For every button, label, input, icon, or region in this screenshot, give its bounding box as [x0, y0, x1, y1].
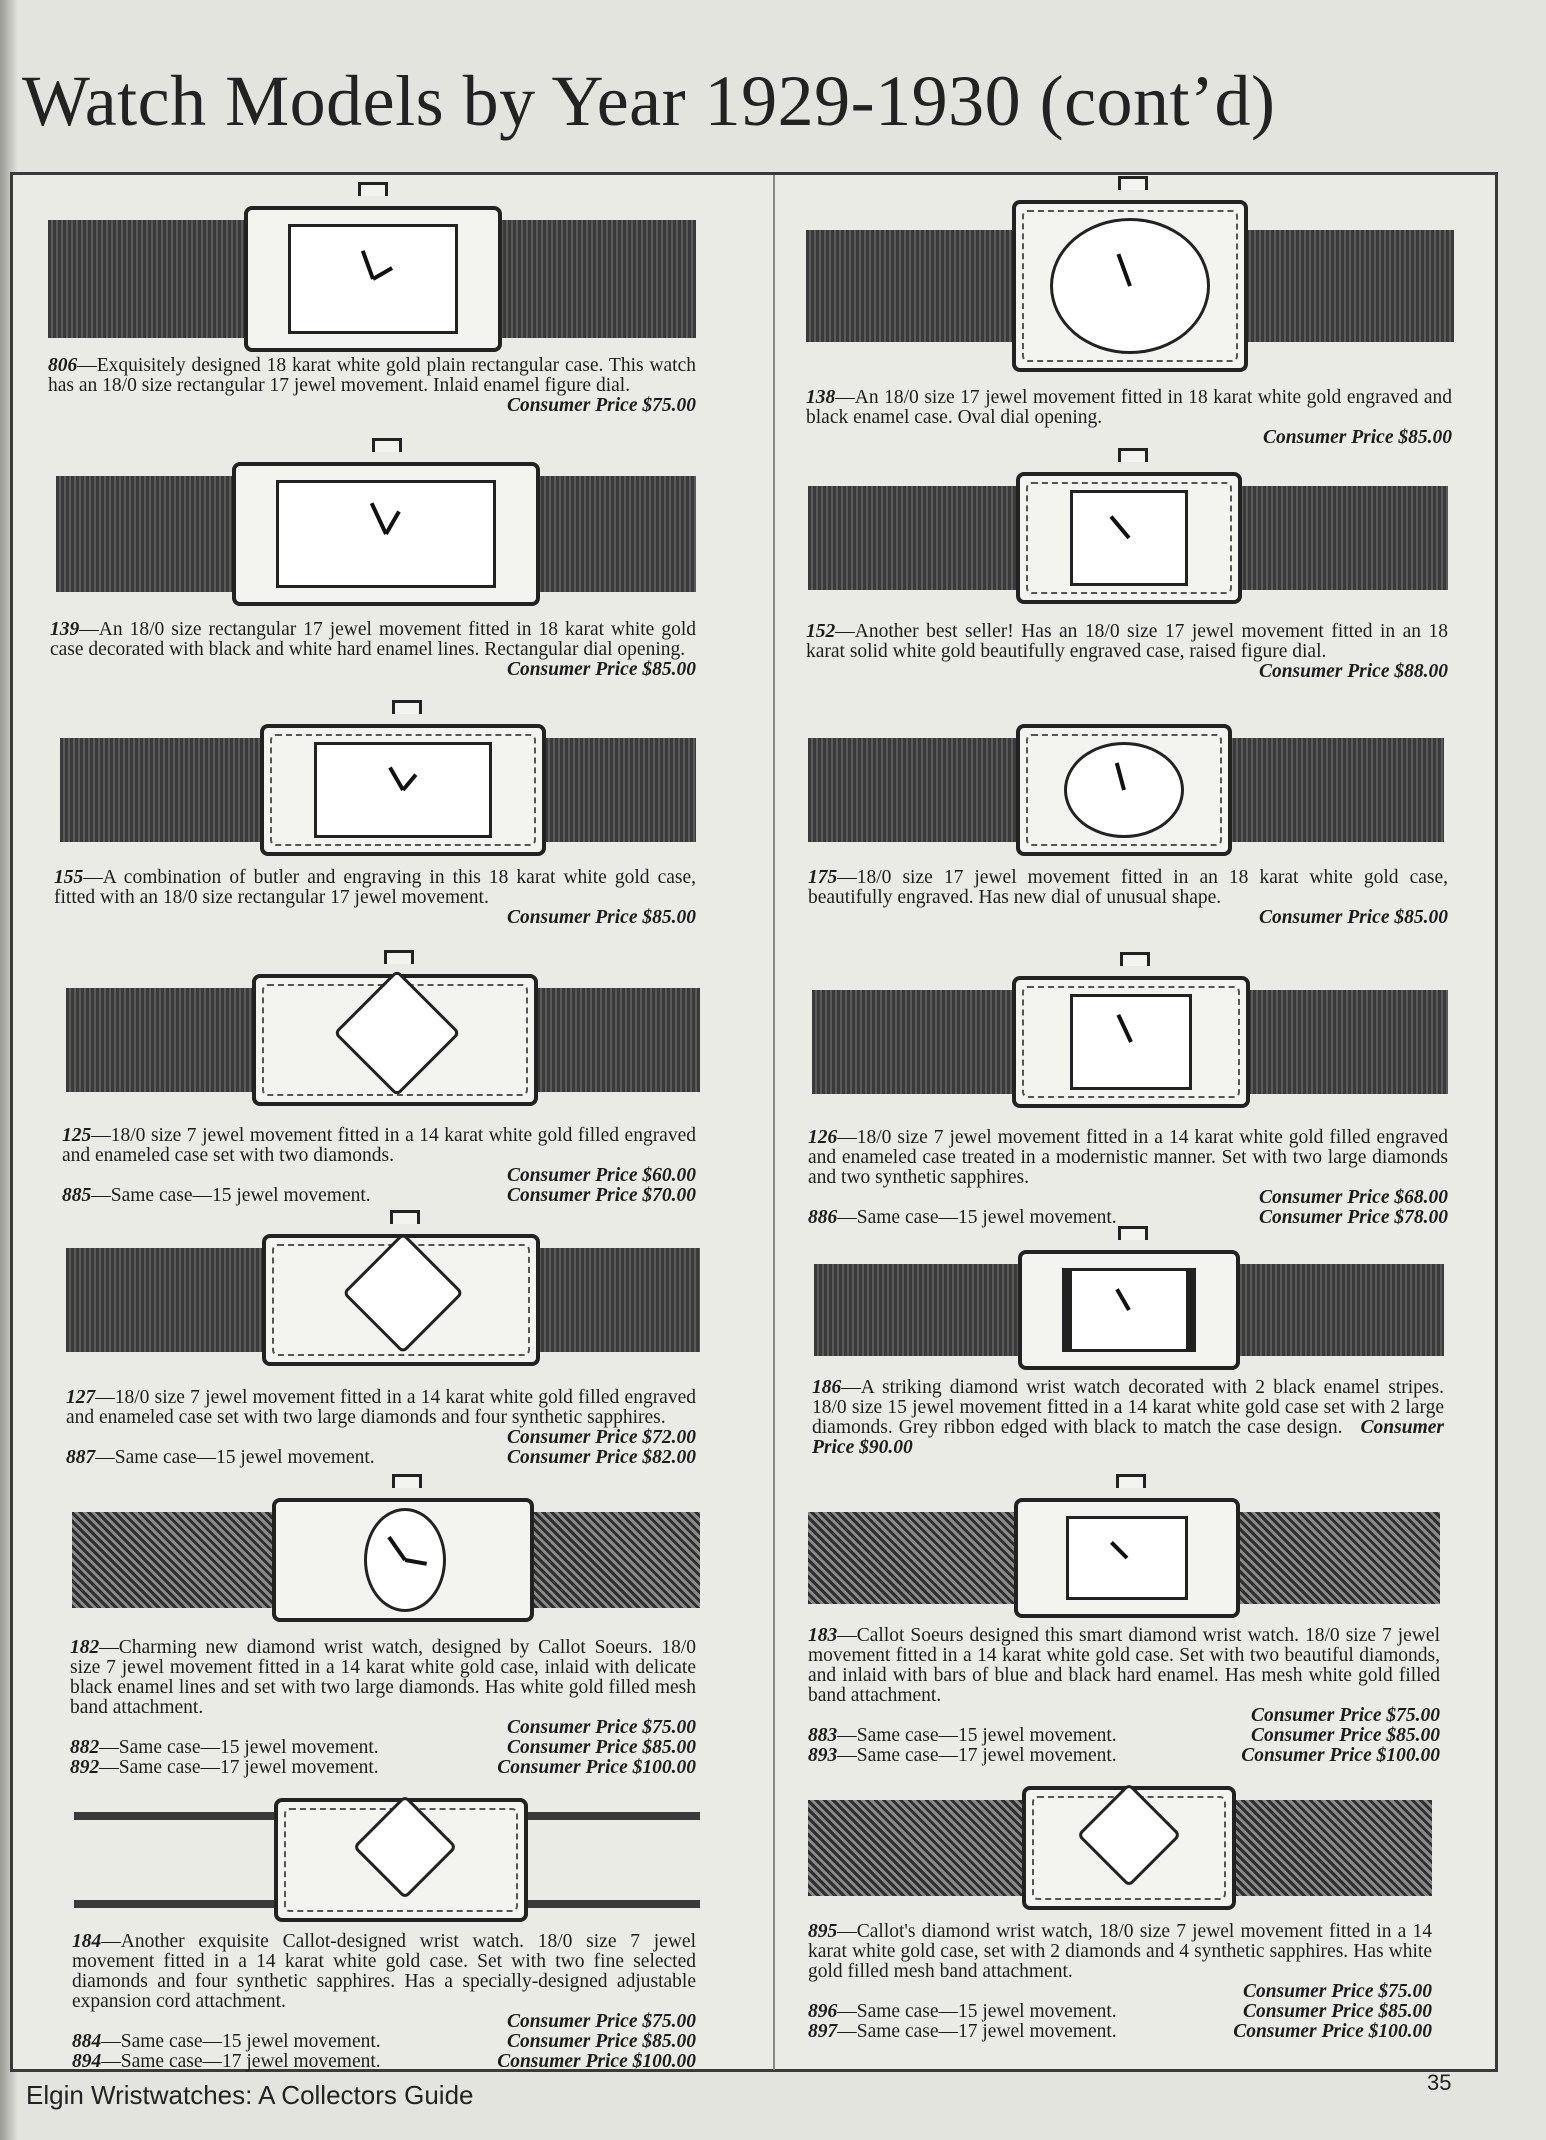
- consumer-price: Consumer Price $75.00: [506, 395, 696, 416]
- column-divider: [773, 175, 775, 2070]
- watch-illustration-125: [66, 988, 700, 1092]
- page-number: 35: [1427, 2070, 1452, 2095]
- watch-strap: [530, 738, 696, 842]
- description-text: —A combination of butler and engraving in this 18 karat white gold case, fitted with an 18/0 size rectangular 17 jewel movement.: [54, 867, 696, 908]
- watch-illustration-139: [56, 476, 696, 592]
- variant-price: Consumer Price $82.00: [506, 1447, 696, 1468]
- model-number: 139: [50, 619, 80, 640]
- catalog-frame: [10, 172, 1498, 2072]
- consumer-price: Consumer Price $85.00: [1258, 907, 1448, 928]
- watch-dial: [288, 224, 458, 334]
- variant-line: [808, 1208, 1448, 1228]
- watch-dial: [276, 480, 496, 588]
- consumer-price: Consumer Price $60.00: [506, 1165, 696, 1186]
- variant-line: [808, 1746, 1440, 1766]
- watch-description-152: [806, 622, 1448, 682]
- watch-strap: [814, 1264, 1028, 1356]
- watch-strap: [808, 738, 1030, 842]
- variant-text: —Same case—15 jewel movement.: [837, 2001, 1117, 2022]
- model-number: 125: [62, 1125, 92, 1146]
- variant-number: 896: [808, 2001, 838, 2022]
- model-number: 127: [66, 1387, 96, 1408]
- variant-number: 894: [72, 2051, 102, 2072]
- watch-crown: [1120, 952, 1150, 966]
- variant-text: —Same case—17 jewel movement.: [837, 1745, 1117, 1766]
- watch-description-182: [70, 1638, 696, 1778]
- variant-text: —Same case—15 jewel movement.: [91, 1185, 371, 1206]
- variant-price: Consumer Price $100.00: [1241, 1745, 1440, 1766]
- description-text: —Another exquisite Callot-designed wrist watch. 18/0 size 7 jewel movement fitted in a 14 karat white gold case. Set with two fine selected diamonds and four synthetic sapphires. Has a specially-designed adjustable expansion cord attachment.: [72, 1931, 696, 2012]
- model-number: 182: [70, 1637, 100, 1658]
- watch-description-126: [808, 1128, 1448, 1228]
- variant-text: —Same case—15 jewel movement.: [837, 1725, 1117, 1746]
- description-text: —An 18/0 size 17 jewel movement fitted in 18 karat white gold engraved and black enamel case. Oval dial opening.: [806, 387, 1452, 428]
- watch-mesh-band: [808, 1512, 1028, 1604]
- variant-text: —Same case—15 jewel movement.: [95, 1447, 375, 1468]
- variant-price: Consumer Price $100.00: [497, 1757, 696, 1778]
- watch-strap: [808, 486, 1030, 590]
- watch-crown: [1118, 448, 1148, 462]
- consumer-price: Consumer Price $75.00: [1250, 1705, 1440, 1726]
- variant-line: [70, 1738, 696, 1758]
- watch-hand: [1110, 1541, 1128, 1559]
- watch-case: [1014, 1498, 1240, 1618]
- watch-description-184: [72, 1932, 696, 2072]
- variant-number: 892: [70, 1757, 100, 1778]
- model-number: 183: [808, 1625, 838, 1646]
- variant-text: —Same case—15 jewel movement.: [101, 2031, 381, 2052]
- model-number: 184: [72, 1931, 102, 1952]
- variant-price: Consumer Price $70.00: [506, 1185, 696, 1206]
- watch-mesh-band: [518, 1512, 700, 1608]
- watch-case: [252, 974, 538, 1106]
- variant-number: 885: [62, 1185, 92, 1206]
- consumer-price: Consumer Price $85.00: [1262, 427, 1452, 448]
- consumer-price: Consumer Price $85.00: [506, 907, 696, 928]
- watch-hand: [1115, 762, 1126, 790]
- consumer-price: Consumer Price $88.00: [1258, 661, 1448, 682]
- watch-hand: [1117, 1014, 1133, 1043]
- watch-crown: [1118, 176, 1148, 190]
- description-text: —Exquisitely designed 18 karat white gold plain rectangular case. This watch has an 18/0 size rectangular 17 jewel movement. Inlaid enamel figure dial.: [48, 355, 696, 396]
- model-number: 138: [806, 387, 836, 408]
- description-text: —18/0 size 7 jewel movement fitted in a 14 karat white gold filled engraved and enameled case set with two large diamonds and four synthetic sapphires.: [66, 1387, 696, 1428]
- watch-description-183: [808, 1626, 1440, 1766]
- watch-description-155: [54, 868, 696, 928]
- watch-illustration-182: [72, 1512, 700, 1608]
- description-text: —Callot's diamond wrist watch, 18/0 size 7 jewel movement fitted in a 14 karat white gold case, set with 2 diamonds and 4 synthetic sapphires. Has white gold filled mesh band attachment.: [808, 1921, 1432, 1982]
- model-number: 806: [48, 355, 78, 376]
- watch-illustration-126: [812, 990, 1448, 1094]
- variant-number: 886: [808, 1207, 838, 1228]
- consumer-price: Consumer Price $75.00: [1242, 1981, 1432, 2002]
- model-number: 155: [54, 867, 84, 888]
- watch-case: [1016, 472, 1242, 604]
- watch-description-895: [808, 1922, 1432, 2042]
- watch-case: [1012, 200, 1248, 372]
- watch-strap: [812, 990, 1036, 1094]
- variant-line: [808, 2022, 1432, 2042]
- model-number: 126: [808, 1127, 838, 1148]
- watch-illustration-895: [808, 1800, 1432, 1896]
- watch-strap: [48, 220, 258, 338]
- watch-case: [272, 1498, 534, 1622]
- watch-crown: [1116, 1474, 1146, 1488]
- model-number: 895: [808, 1921, 838, 1942]
- variant-line: [70, 1758, 696, 1778]
- variant-price: Consumer Price $85.00: [1242, 2001, 1432, 2022]
- variant-text: —Same case—15 jewel movement.: [837, 1207, 1117, 1228]
- watch-strap: [806, 230, 1026, 342]
- watch-strap: [522, 988, 700, 1092]
- model-number: 152: [806, 621, 836, 642]
- watch-strap: [1232, 1264, 1444, 1356]
- description-text: —A striking diamond wrist watch decorated with 2 black enamel stripes. 18/0 size 15 jewel movement fitted in a 14 karat white gold case set with 2 large diamonds. Grey ribbon edged with black to match the case design.: [812, 1377, 1444, 1438]
- watch-mesh-band: [1226, 1800, 1432, 1896]
- watch-strap: [1228, 990, 1448, 1094]
- watch-hand: [405, 1558, 427, 1566]
- watch-dial: [1050, 218, 1210, 354]
- variant-line: [72, 2052, 696, 2072]
- watch-hand: [1116, 253, 1131, 286]
- model-number: 186: [812, 1377, 842, 1398]
- watch-crown: [384, 950, 414, 964]
- watch-hand: [387, 1536, 406, 1561]
- watch-cord-band: [522, 1812, 700, 1908]
- watch-description-127: [66, 1388, 696, 1468]
- watch-strap: [1218, 738, 1444, 842]
- description-text: —18/0 size 7 jewel movement fitted in a 14 karat white gold filled engraved and enameled case treated in a modernistic manner. Set with two large diamonds and two synthetic sapphires.: [808, 1127, 1448, 1188]
- variant-number: 893: [808, 1745, 838, 1766]
- variant-text: —Same case—17 jewel movement.: [101, 2051, 381, 2072]
- watch-hand: [384, 510, 400, 535]
- watch-case: [260, 724, 546, 856]
- description-text: —Callot Soeurs designed this smart diamond wrist watch. 18/0 size 7 jewel movement fitted in a 14 karat white gold case. Set with two beautiful diamonds, and inlaid with bars of blue and black hard enamel. Has mesh white gold filled band attachment.: [808, 1625, 1440, 1706]
- description-text: —18/0 size 7 jewel movement fitted in a 14 karat white gold filled engraved and enameled case set with two diamonds.: [62, 1125, 696, 1166]
- watch-illustration-152: [808, 486, 1448, 590]
- watch-description-139: [50, 620, 696, 680]
- watch-illustration-184: [74, 1812, 700, 1908]
- watch-cord-band: [74, 1812, 274, 1908]
- page-title: Watch Models by Year 1929-1930 (cont’d): [22, 61, 1276, 141]
- watch-strap: [526, 1248, 700, 1352]
- watch-crown: [372, 438, 402, 452]
- watch-dial: [314, 742, 492, 838]
- watch-crown: [392, 1474, 422, 1488]
- variant-price: Consumer Price $85.00: [506, 2031, 696, 2052]
- watch-case: [232, 462, 540, 606]
- variant-price: Consumer Price $85.00: [1250, 1725, 1440, 1746]
- variant-line: [808, 1726, 1440, 1746]
- watch-mesh-band: [72, 1512, 282, 1608]
- consumer-price: Consumer Price $90.00: [812, 1417, 1444, 1458]
- variant-price: Consumer Price $100.00: [497, 2051, 696, 2072]
- watch-strap: [66, 1248, 276, 1352]
- watch-mesh-band: [808, 1800, 1038, 1896]
- watch-hand: [1115, 1288, 1130, 1311]
- watch-crown: [392, 700, 422, 714]
- watch-description-138: [806, 388, 1452, 448]
- consumer-price: Consumer Price $75.00: [506, 2011, 696, 2032]
- variant-number: 884: [72, 2031, 102, 2052]
- description-text: —Another best seller! Has an 18/0 size 17 jewel movement fitted in an 18 karat solid white gold beautifully engraved case, raised figure dial.: [806, 621, 1448, 662]
- watch-strap: [526, 476, 696, 592]
- consumer-price: Consumer Price $75.00: [506, 1717, 696, 1738]
- variant-price: Consumer Price $100.00: [1233, 2021, 1432, 2042]
- watch-illustration-155: [60, 738, 696, 842]
- book-title-footer: Elgin Wristwatches: A Collectors Guide: [26, 2080, 474, 2110]
- variant-number: 883: [808, 1725, 838, 1746]
- watch-dial: [1070, 994, 1192, 1090]
- watch-illustration-127: [66, 1248, 700, 1352]
- watch-description-186: [812, 1378, 1444, 1458]
- watch-crown: [390, 1210, 420, 1224]
- watch-dial: [1062, 1268, 1196, 1352]
- description-text: —18/0 size 17 jewel movement fitted in an 18 karat white gold case, beautifully engraved. Has new dial of unusual shape.: [808, 867, 1448, 908]
- watch-strap: [488, 220, 696, 338]
- watch-strap: [60, 738, 270, 842]
- watch-description-125: [62, 1126, 696, 1206]
- variant-text: —Same case—15 jewel movement.: [99, 1737, 379, 1758]
- variant-line: [66, 1448, 696, 1468]
- watch-case: [274, 1798, 528, 1922]
- watch-illustration-806: [48, 220, 696, 338]
- watch-illustration-186: [814, 1264, 1444, 1356]
- watch-hand: [372, 266, 393, 280]
- variant-price: Consumer Price $78.00: [1258, 1207, 1448, 1228]
- watch-strap: [1236, 230, 1454, 342]
- consumer-price: Consumer Price $72.00: [506, 1427, 696, 1448]
- variant-number: 897: [808, 2021, 838, 2042]
- watch-strap: [1228, 486, 1448, 590]
- watch-strap: [56, 476, 246, 592]
- consumer-price: Consumer Price $85.00: [506, 659, 696, 680]
- variant-text: —Same case—17 jewel movement.: [837, 2021, 1117, 2042]
- watch-crown: [358, 182, 388, 196]
- watch-dial: [1066, 1516, 1188, 1600]
- variant-number: 887: [66, 1447, 96, 1468]
- watch-case: [1022, 1786, 1236, 1910]
- description-text: —Charming new diamond wrist watch, designed by Callot Soeurs. 18/0 size 7 jewel movement fitted in a 14 karat white gold case, inlaid with delicate black enamel lines and set with two large diamonds. Has white gold filled mesh band attachment.: [70, 1637, 696, 1718]
- watch-illustration-175: [808, 738, 1444, 842]
- watch-case: [1018, 1250, 1240, 1370]
- watch-illustration-183: [808, 1512, 1440, 1604]
- watch-description-806: [48, 356, 696, 416]
- watch-case: [262, 1234, 540, 1366]
- variant-line: [72, 2032, 696, 2052]
- watch-dial: [1070, 490, 1188, 586]
- model-number: 175: [808, 867, 838, 888]
- watch-hand: [401, 773, 417, 791]
- variant-line: [62, 1186, 696, 1206]
- consumer-price: Consumer Price $68.00: [1258, 1187, 1448, 1208]
- watch-case: [244, 206, 502, 352]
- watch-case: [1016, 724, 1232, 856]
- watch-dial: [364, 1508, 446, 1612]
- watch-hand: [1109, 515, 1130, 539]
- variant-number: 882: [70, 1737, 100, 1758]
- variant-line: [808, 2002, 1432, 2022]
- watch-mesh-band: [1228, 1512, 1440, 1604]
- variant-price: Consumer Price $85.00: [506, 1737, 696, 1758]
- watch-case: [1012, 976, 1250, 1108]
- description-text: —An 18/0 size rectangular 17 jewel movement fitted in 18 karat white gold case decorated with black and white hard enamel lines. Rectangular dial opening.: [50, 619, 696, 660]
- watch-illustration-138: [806, 230, 1454, 342]
- watch-description-175: [808, 868, 1448, 928]
- watch-crown: [1118, 1226, 1148, 1240]
- variant-text: —Same case—17 jewel movement.: [99, 1757, 379, 1778]
- watch-strap: [66, 988, 266, 1092]
- watch-dial: [1064, 742, 1184, 838]
